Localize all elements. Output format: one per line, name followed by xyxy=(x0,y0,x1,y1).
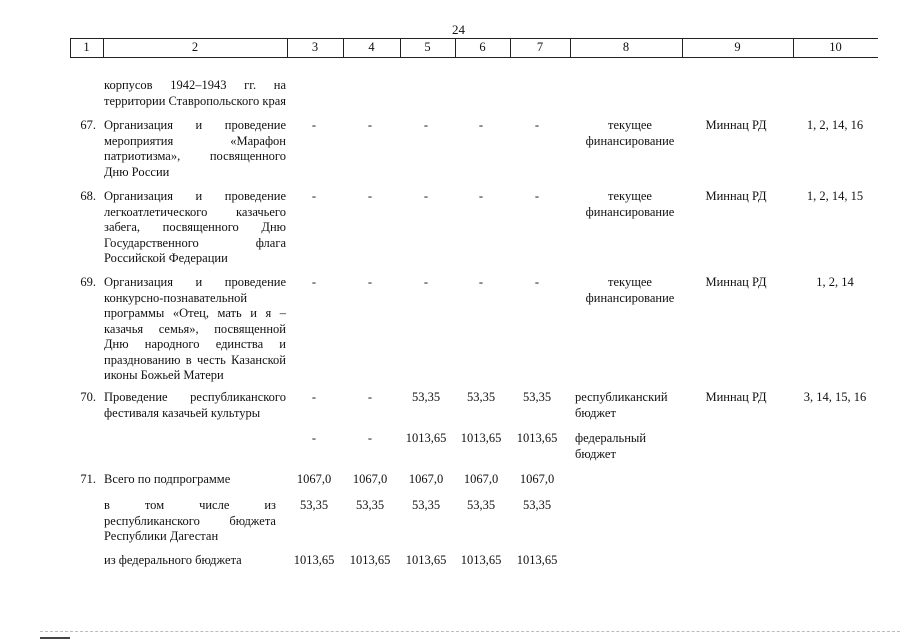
value-col-5: 1013,65 xyxy=(405,431,447,445)
header-col-10: 10 xyxy=(829,40,842,54)
value-col-6: 1013,65 xyxy=(460,431,502,445)
value-col-4: 53,35 xyxy=(355,498,385,512)
value-col-3: - xyxy=(311,275,317,289)
value-col-7: 1013,65 xyxy=(516,553,558,567)
row-number: 67. xyxy=(80,118,96,132)
value-col-6: - xyxy=(478,275,484,289)
value-col-4: - xyxy=(367,390,373,404)
value-col-5: - xyxy=(423,189,429,203)
row-description: Проведение республиканского фестиваля казачьей культуры xyxy=(104,390,286,420)
row-description: из федерального бюджета xyxy=(104,553,242,567)
row-description: Организация и проведение легкоатлетического казачьего забега, посвященного Дню Государственного флага Российской Федерации xyxy=(104,189,286,265)
funding-source: республиканский бюджет xyxy=(575,390,668,420)
funding-source: федеральный бюджет xyxy=(575,431,647,461)
indicators: 1, 2, 14, 16 xyxy=(806,118,864,132)
value-col-5: 1067,0 xyxy=(408,472,444,486)
executor: Миннац РД xyxy=(705,118,767,132)
header-col-2: 2 xyxy=(191,40,199,54)
value-col-3: 53,35 xyxy=(299,498,329,512)
funding-source: текущее финансирование xyxy=(585,118,675,148)
value-col-7: - xyxy=(534,189,540,203)
indicators: 1, 2, 14 xyxy=(816,275,854,289)
value-col-7: 1013,65 xyxy=(516,431,558,445)
value-col-7: 53,35 xyxy=(522,390,552,404)
value-col-3: 1067,0 xyxy=(296,472,332,486)
value-col-3: 1013,65 xyxy=(293,553,335,567)
page-corner-mark xyxy=(40,637,70,639)
header-col-5: 5 xyxy=(424,40,431,54)
header-col-1: 1 xyxy=(83,40,90,54)
value-col-6: 53,35 xyxy=(466,390,496,404)
indicators: 1, 2, 14, 15 xyxy=(806,189,864,203)
value-col-3: - xyxy=(311,189,317,203)
executor: Миннац РД xyxy=(705,275,767,289)
value-col-4: 1013,65 xyxy=(349,553,391,567)
value-col-7: - xyxy=(534,275,540,289)
header-top-rule xyxy=(70,38,878,39)
value-col-4: 1067,0 xyxy=(352,472,388,486)
continuation-text: корпусов 1942–1943 гг. на территории Ставропольского края xyxy=(104,78,287,108)
value-col-7: 53,35 xyxy=(522,498,552,512)
header-col-8: 8 xyxy=(622,40,630,54)
funding-source: текущее финансирование xyxy=(585,275,675,305)
page-number: 24 xyxy=(452,22,465,37)
executor: Миннац РД xyxy=(705,390,767,404)
row-description: Всего по подпрограмме xyxy=(104,472,231,486)
value-col-5: 53,35 xyxy=(411,498,441,512)
value-col-3: - xyxy=(311,390,317,404)
value-col-6: 1067,0 xyxy=(463,472,499,486)
value-col-7: - xyxy=(534,118,540,132)
header-bottom-rule xyxy=(70,57,878,58)
executor: Миннац РД xyxy=(705,189,767,203)
value-col-5: 1013,65 xyxy=(405,553,447,567)
value-col-3: - xyxy=(311,431,317,445)
value-col-6: 53,35 xyxy=(466,498,496,512)
value-col-4: - xyxy=(367,118,373,132)
row-number: 70. xyxy=(80,390,96,404)
value-col-6: - xyxy=(478,118,484,132)
indicators: 3, 14, 15, 16 xyxy=(803,390,867,404)
row-description: Организация и проведение конкурсно-познавательной программы «Отец, мать и я – казачья семья», посвященной Дню народного единства и празднованию в честь Казанской иконы Божьей Матери xyxy=(104,275,286,382)
value-col-7: 1067,0 xyxy=(519,472,555,486)
page-bottom-rule xyxy=(40,631,900,632)
row-description: в том числе из республиканского бюджета Республики Дагестан xyxy=(104,498,276,543)
value-col-3: - xyxy=(311,118,317,132)
header-col-4: 4 xyxy=(368,40,375,54)
value-col-6: 1013,65 xyxy=(460,553,502,567)
header-col-9: 9 xyxy=(734,40,741,54)
value-col-5: - xyxy=(423,275,429,289)
value-col-4: - xyxy=(367,275,373,289)
value-col-4: - xyxy=(367,431,373,445)
row-number: 69. xyxy=(80,275,96,289)
header-col-7: 7 xyxy=(536,40,544,54)
value-col-6: - xyxy=(478,189,484,203)
header-col-3: 3 xyxy=(311,40,319,54)
value-col-5: - xyxy=(423,118,429,132)
row-description: Организация и проведение мероприятия «Марафон патриотизма», посвященного Дню России xyxy=(104,118,286,179)
value-col-4: - xyxy=(367,189,373,203)
row-number: 68. xyxy=(80,189,96,203)
funding-source: текущее финансирование xyxy=(585,189,675,219)
header-col-6: 6 xyxy=(479,40,486,54)
row-number: 71. xyxy=(80,472,96,486)
value-col-5: 53,35 xyxy=(411,390,441,404)
